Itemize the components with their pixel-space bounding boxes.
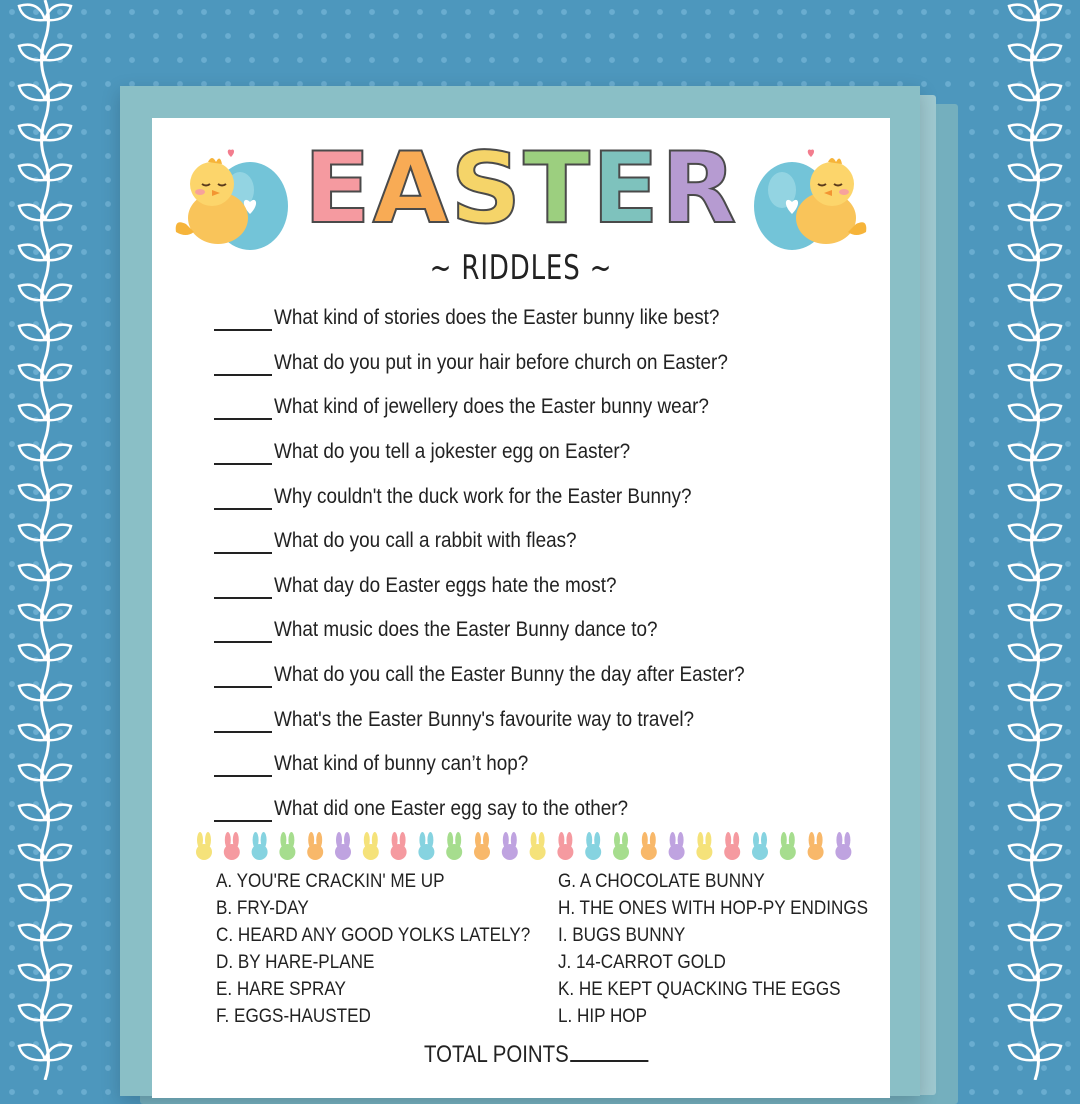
answer-option: J. 14-CARROT GOLD xyxy=(558,952,726,973)
vine-leaf xyxy=(1035,365,1061,381)
bunny-head-icon xyxy=(696,832,712,860)
riddle-item xyxy=(214,341,854,386)
riddle-list xyxy=(214,296,854,831)
answer-blank[interactable] xyxy=(214,662,272,688)
riddle-question: What kind of bunny can’t hop? xyxy=(274,752,529,776)
vine-leaf xyxy=(1035,285,1061,301)
vine-leaf xyxy=(19,965,45,981)
bunny-head-icon xyxy=(724,832,740,860)
answer-option: I. BUGS BUNNY xyxy=(558,925,686,946)
vine-leaf xyxy=(45,365,71,381)
vine-leaf xyxy=(19,85,45,101)
bunny-head-icon xyxy=(474,832,490,860)
vine-leaf xyxy=(45,205,71,221)
answer-blank[interactable] xyxy=(214,751,272,777)
vine-leaf xyxy=(19,405,45,421)
vine-leaf xyxy=(1009,165,1035,181)
answer-blank[interactable] xyxy=(214,528,272,554)
vine-leaf xyxy=(1035,1005,1061,1021)
vine-leaf xyxy=(45,285,71,301)
bunny-head-icon xyxy=(335,832,351,860)
vine-leaf xyxy=(45,525,71,541)
riddle-item xyxy=(214,385,854,430)
vine-leaf xyxy=(1035,685,1061,701)
vine-leaf xyxy=(19,725,45,741)
bunny-head-icon xyxy=(252,832,268,860)
riddle-question: What do you tell a jokester egg on Easter? xyxy=(274,440,631,464)
bunny-head-icon xyxy=(557,832,573,860)
bunny-head-icon xyxy=(835,832,851,860)
vine-leaf xyxy=(1009,245,1035,261)
chick-egg-icon xyxy=(744,140,874,250)
total-points-label: TOTAL POINTS xyxy=(424,1041,569,1068)
answer-blank[interactable] xyxy=(214,796,272,822)
right-vine-decoration xyxy=(990,0,1080,1080)
riddle-question: What do you call a rabbit with fleas? xyxy=(274,529,577,553)
bunny-border-row xyxy=(190,832,860,862)
vine-leaf xyxy=(1035,845,1061,861)
answer-blank[interactable] xyxy=(214,394,272,420)
bunny-head-icon xyxy=(279,832,295,860)
riddle-question: What music does the Easter Bunny dance to? xyxy=(274,618,658,642)
answer-option: F. EGGS-HAUSTED xyxy=(216,1006,371,1027)
riddle-item xyxy=(214,697,854,742)
bunny-head-icon xyxy=(391,832,407,860)
answer-option: B. FRY-DAY xyxy=(216,898,309,919)
vine-leaf xyxy=(45,1005,71,1021)
riddle-question: What do you call the Easter Bunny the day after Easter? xyxy=(274,663,745,687)
riddle-item xyxy=(214,296,854,341)
riddles-subtitle: ~ RIDDLES ~ xyxy=(429,248,613,288)
vine-leaf xyxy=(45,765,71,781)
answer-option: L. HIP HOP xyxy=(558,1006,648,1027)
riddle-item xyxy=(214,519,854,564)
vine-leaf xyxy=(1035,765,1061,781)
vine-leaf xyxy=(1009,645,1035,661)
riddle-question: What's the Easter Bunny's favourite way to travel? xyxy=(274,707,695,731)
answer-option: K. HE KEPT QUACKING THE EGGS xyxy=(558,979,841,1000)
vine-leaf xyxy=(1035,205,1061,221)
vine-leaf xyxy=(19,645,45,661)
vine-leaf xyxy=(45,925,71,941)
answer-blank[interactable] xyxy=(214,573,272,599)
vine-leaf xyxy=(1009,1045,1035,1061)
vine-leaf xyxy=(19,805,45,821)
vine-leaf xyxy=(45,685,71,701)
vine-leaf xyxy=(1009,885,1035,901)
vine-leaf xyxy=(45,445,71,461)
riddle-question: What do you put in your hair before church on Easter? xyxy=(274,350,728,374)
title-letter: E xyxy=(591,132,661,246)
vine-leaf xyxy=(1009,725,1035,741)
bunny-head-icon xyxy=(585,832,601,860)
bunny-head-icon xyxy=(363,832,379,860)
riddle-item xyxy=(214,742,854,787)
answer-key-right xyxy=(558,871,903,1033)
vine-leaf xyxy=(19,165,45,181)
answer-key-left xyxy=(216,871,565,1033)
vine-leaf xyxy=(1009,565,1035,581)
bunny-head-icon xyxy=(641,832,657,860)
riddle-item xyxy=(214,608,854,653)
bunny-head-icon xyxy=(418,832,434,860)
vine-leaf xyxy=(45,845,71,861)
bunny-head-icon xyxy=(530,832,546,860)
riddle-question: Why couldn't the duck work for the Easter Bunny? xyxy=(274,484,692,508)
bunny-head-icon xyxy=(613,832,629,860)
title-letter: E xyxy=(303,132,373,246)
vine-leaf xyxy=(45,125,71,141)
answer-option: C. HEARD ANY GOOD YOLKS LATELY? xyxy=(216,925,531,946)
answer-blank[interactable] xyxy=(214,617,272,643)
bunny-head-icon xyxy=(224,832,240,860)
bunny-head-icon xyxy=(669,832,685,860)
total-points-blank[interactable] xyxy=(570,1040,648,1062)
vine-leaf xyxy=(1009,805,1035,821)
vine-leaf xyxy=(19,5,45,21)
total-points xyxy=(424,1040,649,1069)
answer-blank[interactable] xyxy=(214,707,272,733)
vine-leaf xyxy=(1009,325,1035,341)
vine-leaf xyxy=(1009,5,1035,21)
riddle-question: What kind of jewellery does the Easter bunny wear? xyxy=(274,395,709,419)
vine-leaf xyxy=(19,1045,45,1061)
riddle-item xyxy=(214,787,854,832)
vine-leaf xyxy=(19,885,45,901)
worksheet-page xyxy=(152,118,890,1098)
riddle-item xyxy=(214,653,854,698)
vine-leaf xyxy=(19,565,45,581)
riddle-question: What kind of stories does the Easter bunny like best? xyxy=(274,306,720,330)
bunny-head-icon xyxy=(196,832,212,860)
vine-leaf xyxy=(1009,85,1035,101)
vine-leaf xyxy=(19,325,45,341)
bunny-head-icon xyxy=(780,832,796,860)
vine-leaf xyxy=(1009,965,1035,981)
title-letter: R xyxy=(660,132,739,246)
vine-leaf xyxy=(1035,125,1061,141)
title-letter: T xyxy=(523,132,592,246)
bunny-head-icon xyxy=(752,832,768,860)
riddle-item xyxy=(214,430,854,475)
vine-leaf xyxy=(1009,405,1035,421)
riddle-question: What did one Easter egg say to the other? xyxy=(274,796,629,820)
answer-option: G. A CHOCOLATE BUNNY xyxy=(558,871,765,892)
left-vine-decoration xyxy=(0,0,90,1080)
riddle-question: What day do Easter eggs hate the most? xyxy=(274,573,617,597)
bunny-head-icon xyxy=(307,832,323,860)
answer-option: E. HARE SPRAY xyxy=(216,979,346,1000)
answer-option: D. BY HARE-PLANE xyxy=(216,952,375,973)
vine-leaf xyxy=(1035,45,1061,61)
vine-leaf xyxy=(19,485,45,501)
vine-leaf xyxy=(1035,445,1061,461)
title-letter: A xyxy=(372,132,451,246)
answer-blank[interactable] xyxy=(214,305,272,331)
vine-leaf xyxy=(1035,925,1061,941)
vine-leaf xyxy=(1009,485,1035,501)
vine-leaf xyxy=(1035,525,1061,541)
vine-leaf xyxy=(45,605,71,621)
bunny-head-icon xyxy=(502,832,518,860)
answer-blank[interactable] xyxy=(214,484,272,510)
bunny-head-icon xyxy=(446,832,462,860)
answer-option: H. THE ONES WITH HOP-PY ENDINGS xyxy=(558,898,869,919)
answer-option: A. YOU'RE CRACKIN' ME UP xyxy=(216,871,445,892)
answer-blank[interactable] xyxy=(214,439,272,465)
bunny-head-icon xyxy=(808,832,824,860)
vine-leaf xyxy=(19,245,45,261)
riddle-item xyxy=(214,564,854,609)
riddle-item xyxy=(214,474,854,519)
title-letter: S xyxy=(450,132,524,246)
vine-leaf xyxy=(45,45,71,61)
vine-leaf xyxy=(1035,605,1061,621)
answer-blank[interactable] xyxy=(214,350,272,376)
